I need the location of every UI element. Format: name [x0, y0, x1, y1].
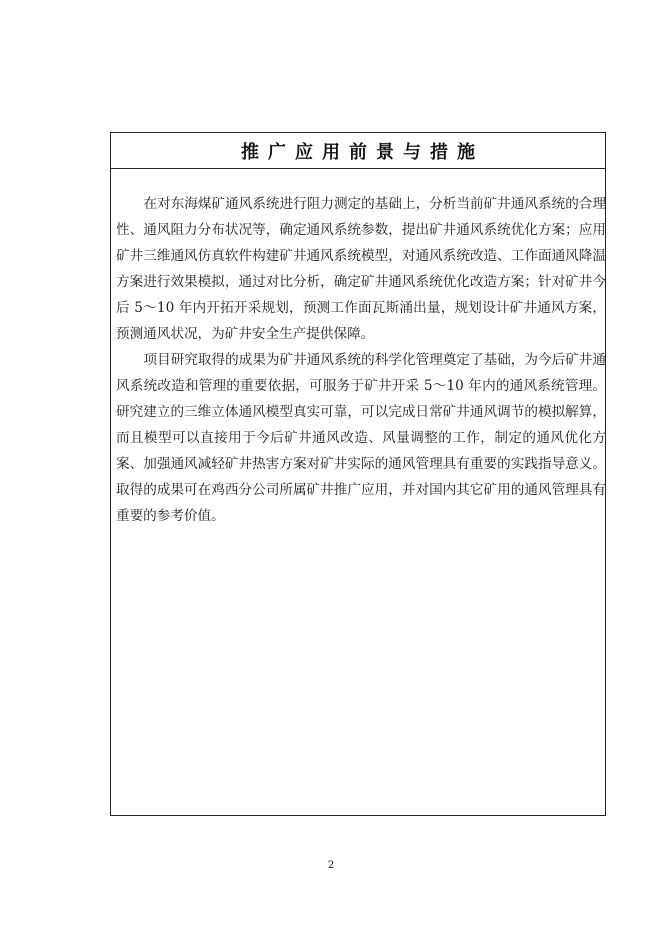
- paragraph-2: 项目研究取得的成果为矿井通风系统的科学化管理奠定了基础，为今后矿井通风系统改造和管理的重要依据，可服务于矿井开采 5～10 年内的通风系统管理。研究建立的三维立体通风模型真实可靠，可以完成日常矿井通风调节的模拟解算，而且模型可以直接用于今后矿井通风改造、风量调整的工作，制定的通风优化方案、加强通风减轻矿井热害方案对矿井实际的通风管理具有重要的实践指导意义。取得的成果可在鸡西分公司所属矿井推广应用，并对国内其它矿用的通风管理具有重要的参考价值。: [116, 352, 606, 524]
- page-number: 2: [327, 860, 335, 871]
- section-header: [111, 133, 605, 169]
- section-frame: [110, 132, 606, 816]
- paragraph-1: 在对东海煤矿通风系统进行阻力测定的基础上，分析当前矿井通风系统的合理性、通风阻力分布状况等，确定通风系统参数，提出矿井通风系统优化方案；应用矿井三维通风仿真软件构建矿井通风系统模型，对通风系统改造、工作面通风降温方案进行效果模拟，通过对比分析，确定矿井通风系统优化改造方案；针对矿井今后 5～10 年内开拓开采规划，预测工作面瓦斯涌出量，规划设计矿井通风方案，预测通风状况，为矿井安全生产提供保障。: [116, 196, 606, 342]
- section-body: [116, 191, 606, 529]
- section-title: 推广应用前景与措施: [241, 141, 484, 163]
